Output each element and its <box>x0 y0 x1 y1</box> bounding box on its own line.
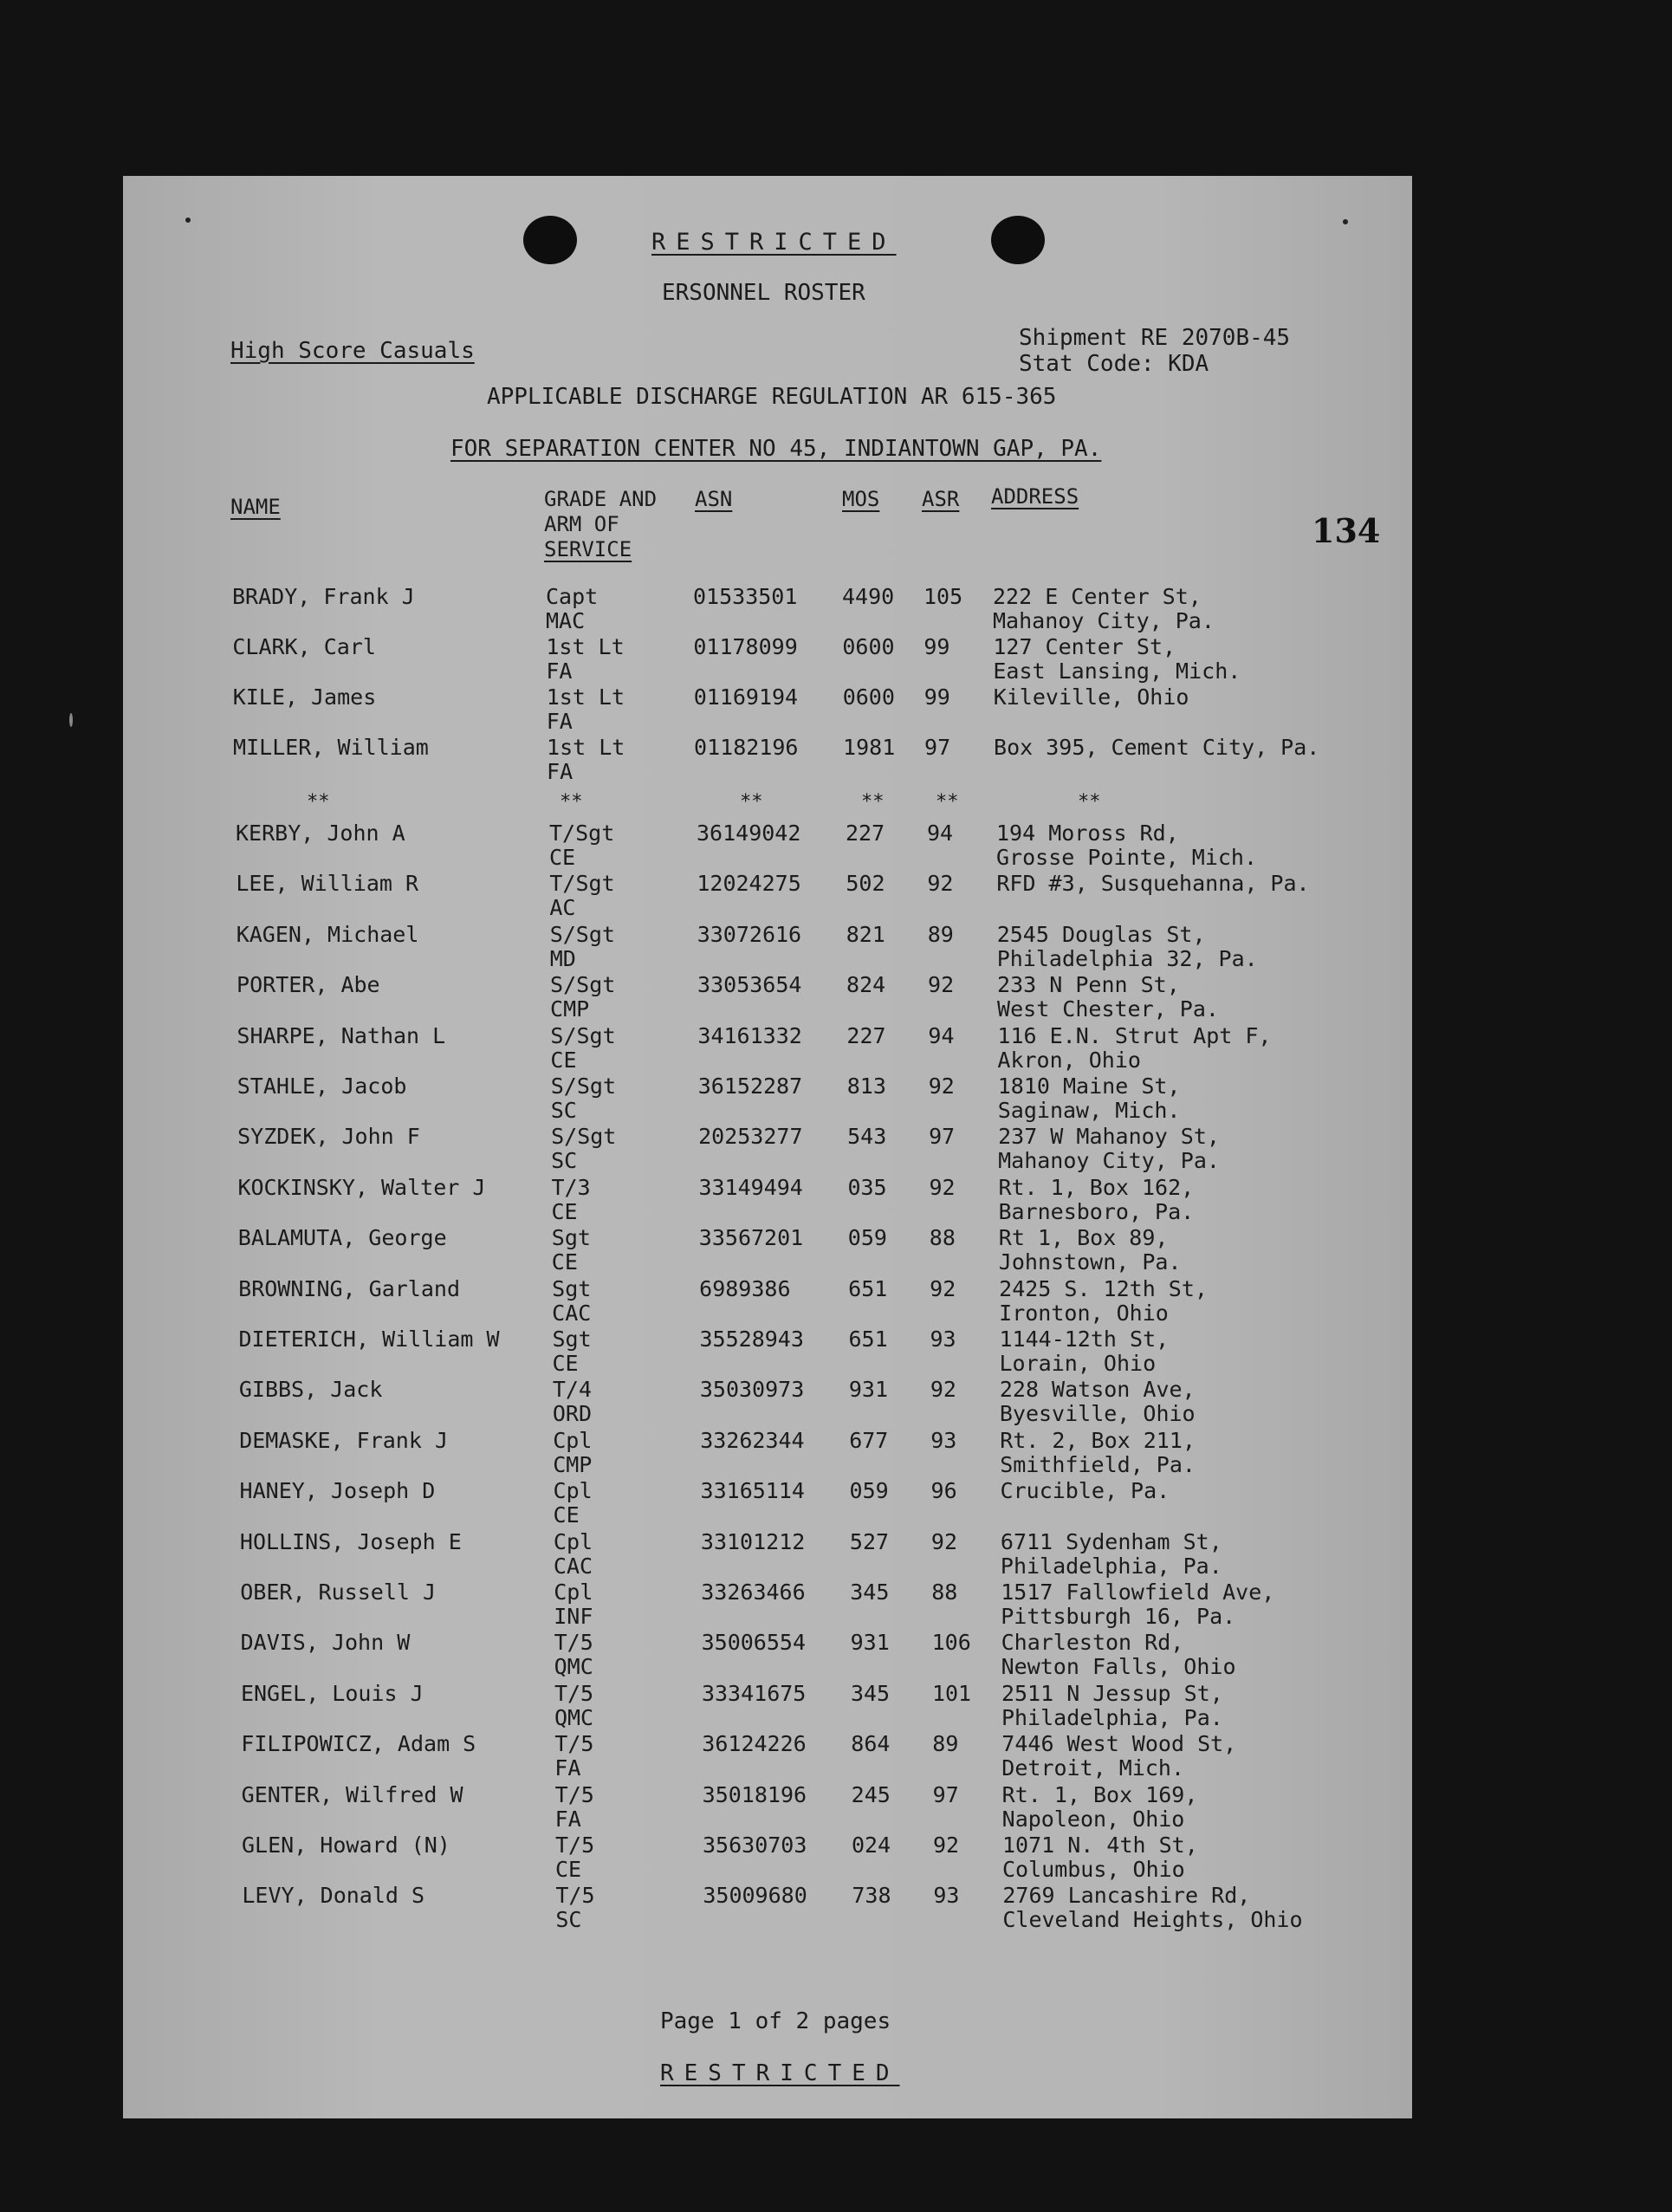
asr-cell: 105 <box>923 584 963 609</box>
mos-cell: 738 <box>852 1883 891 1909</box>
arm-cell: SC <box>551 1148 578 1174</box>
address-line1-cell: 1071 N. 4th St, <box>1002 1833 1198 1858</box>
asn-cell: 36149042 <box>697 821 801 846</box>
grade-cell: S/Sgt <box>550 1022 616 1048</box>
grade-cell: 1st Lt <box>546 684 625 710</box>
name-cell: FILIPOWICZ, Adam S <box>241 1731 476 1757</box>
asn-cell: 33262344 <box>700 1427 805 1453</box>
asr-cell: 94 <box>927 821 954 846</box>
page-footer: Page 1 of 2 pages <box>660 2008 891 2034</box>
address-line1-cell: Rt. 1, Box 169, <box>1001 1781 1198 1807</box>
asr-cell: 92 <box>930 1275 956 1301</box>
mos-cell: 245 <box>851 1781 891 1807</box>
asn-cell: 33149494 <box>698 1174 803 1200</box>
grade-cell: Cpl <box>553 1427 593 1453</box>
roster-row <box>123 872 1412 922</box>
asr-cell: 99 <box>923 634 950 659</box>
asr-cell: 92 <box>928 1074 955 1099</box>
asr-cell: 99 <box>923 684 950 710</box>
address-line2-cell: Grosse Pointe, Mich. <box>996 845 1258 870</box>
arm-cell: QMC <box>554 1704 594 1730</box>
asr-cell: 88 <box>929 1225 956 1251</box>
name-cell: KOCKINSKY, Walter J <box>237 1174 486 1200</box>
grade-cell: T/5 <box>555 1833 595 1858</box>
arm-cell: CE <box>552 1351 579 1376</box>
asr-cell: 97 <box>929 1124 956 1150</box>
address-line1-cell: Rt. 2, Box 211, <box>1000 1427 1196 1453</box>
speck <box>69 713 73 727</box>
address-line1-cell: 2769 Lancashire Rd, <box>1002 1883 1251 1909</box>
roster-row <box>123 1479 1412 1529</box>
roster-row <box>123 923 1412 973</box>
name-cell: GIBBS, Jack <box>238 1377 383 1403</box>
address-line1-cell: Rt. 1, Box 162, <box>998 1174 1195 1200</box>
arm-cell: INF <box>554 1604 593 1629</box>
speck <box>185 217 191 223</box>
group-label: High Score Casuals <box>230 338 475 364</box>
arm-cell: SC <box>555 1907 582 1933</box>
address-line1-cell: 237 W Mahanoy St, <box>998 1124 1220 1150</box>
roster-row <box>123 585 1412 635</box>
document-page <box>123 176 1412 2118</box>
address-line1-cell: 194 Moross Rd, <box>996 821 1179 846</box>
asr-cell: 96 <box>930 1478 957 1504</box>
grade-cell: T/Sgt <box>549 821 615 846</box>
arm-cell: CE <box>550 1047 577 1073</box>
name-cell: OBER, Russell J <box>240 1580 437 1605</box>
address-line1-cell: 228 Watson Ave, <box>999 1377 1196 1403</box>
arm-cell: CAC <box>552 1300 592 1326</box>
asn-cell: 33263466 <box>701 1580 806 1605</box>
name-cell: STAHLE, Jacob <box>237 1074 407 1099</box>
address-line1-cell: 6711 Sydenham St, <box>1000 1528 1222 1554</box>
asr-cell: 89 <box>927 921 954 947</box>
arm-cell: FA <box>547 759 574 784</box>
address-line1-cell: Rt 1, Box 89, <box>998 1225 1169 1251</box>
grade-cell: Cpl <box>553 1478 593 1504</box>
name-cell: KERBY, John A <box>236 821 405 846</box>
grade-cell: Sgt <box>551 1225 591 1251</box>
asn-cell: 33165114 <box>700 1478 805 1504</box>
roster-row <box>123 1226 1412 1276</box>
asr-cell: 93 <box>930 1427 957 1453</box>
roster-row <box>123 736 1412 786</box>
address-line2-cell: Byesville, Ohio <box>999 1401 1196 1427</box>
roster-row <box>123 1277 1412 1327</box>
separator-name: ** <box>307 791 330 813</box>
roster-row <box>123 1125 1412 1175</box>
asn-cell: 35630703 <box>703 1833 807 1858</box>
asr-cell: 92 <box>933 1833 960 1858</box>
asr-cell: 97 <box>924 735 951 760</box>
punch-hole-left <box>523 216 577 264</box>
address-line2-cell: Cleveland Heights, Ohio <box>1002 1907 1303 1933</box>
mos-cell: 931 <box>850 1630 890 1656</box>
separator-asr: ** <box>936 791 959 813</box>
shipment-label: Shipment RE 2070B-45 <box>1019 325 1291 351</box>
roster-row <box>123 973 1412 1023</box>
arm-cell: AC <box>549 895 576 921</box>
grade-cell: 1st Lt <box>547 735 625 760</box>
header-asn: ASN <box>695 487 733 511</box>
mos-cell: 677 <box>849 1427 889 1453</box>
regulation-label: APPLICABLE DISCHARGE REGULATION AR 615-365 <box>487 384 1057 410</box>
asn-cell: 01178099 <box>693 634 798 659</box>
address-line2-cell: Barnesboro, Pa. <box>998 1198 1195 1224</box>
roster-row <box>123 1833 1412 1884</box>
address-line1-cell: 233 N Penn St, <box>997 972 1180 998</box>
name-cell: LEE, William R <box>236 871 419 897</box>
grade-cell: S/Sgt <box>550 972 616 998</box>
mos-cell: 651 <box>848 1327 888 1352</box>
name-cell: GLEN, Howard (N) <box>242 1833 450 1858</box>
roster-row <box>123 1631 1412 1681</box>
asn-cell: 12024275 <box>697 871 801 897</box>
name-cell: LEVY, Donald S <box>242 1883 425 1909</box>
name-cell: PORTER, Abe <box>237 972 380 998</box>
name-cell: HOLLINS, Joseph E <box>239 1528 462 1554</box>
address-line2-cell: West Chester, Pa. <box>997 996 1219 1022</box>
address-line1-cell: Charleston Rd, <box>1001 1630 1184 1656</box>
stamp-number: 134 <box>1312 511 1381 550</box>
address-line1-cell: 222 E Center St, <box>993 584 1202 609</box>
arm-cell: ORD <box>552 1401 592 1427</box>
asn-cell: 20253277 <box>698 1124 803 1150</box>
asr-cell: 93 <box>930 1327 956 1352</box>
name-cell: DEMASKE, Frank J <box>239 1427 449 1453</box>
header-mos: MOS <box>842 487 880 511</box>
arm-cell: CAC <box>553 1553 593 1579</box>
asn-cell: 35030973 <box>699 1377 805 1403</box>
name-cell: KILE, James <box>232 684 377 710</box>
address-line2-cell: Philadelphia, Pa. <box>1000 1553 1222 1579</box>
roster-row <box>123 1327 1412 1378</box>
grade-cell: Capt <box>546 584 599 609</box>
mos-cell: 059 <box>847 1225 887 1251</box>
asr-cell: 94 <box>928 1022 955 1048</box>
header-address: ADDRESS <box>991 484 1079 509</box>
name-cell: HANEY, Joseph D <box>239 1478 436 1504</box>
mos-cell: 527 <box>849 1528 890 1554</box>
header-grade-1: GRADE AND <box>544 487 658 511</box>
classification-bottom: RESTRICTED <box>660 2060 900 2086</box>
address-line1-cell: 7446 West Wood St, <box>1001 1731 1237 1757</box>
asn-cell: 36124226 <box>702 1731 807 1757</box>
mos-cell: 345 <box>850 1680 891 1706</box>
asr-cell: 101 <box>931 1680 972 1706</box>
name-cell: DIETERICH, William W <box>238 1327 500 1352</box>
asr-cell: 106 <box>931 1630 971 1656</box>
asr-cell: 92 <box>930 1377 956 1403</box>
roster-row <box>123 635 1412 685</box>
address-line2-cell: Philadelphia, Pa. <box>1001 1704 1223 1730</box>
grade-cell: T/5 <box>554 1731 594 1757</box>
separator-asn: ** <box>740 791 763 813</box>
grade-cell: T/4 <box>552 1377 592 1403</box>
separator-mos: ** <box>861 791 885 813</box>
center-label: FOR SEPARATION CENTER NO 45, INDIANTOWN GAP, PA. <box>450 436 1102 462</box>
asn-cell: 6989386 <box>699 1275 791 1301</box>
asn-cell: 01533501 <box>693 584 798 609</box>
roster-row <box>123 685 1412 736</box>
mos-cell: 059 <box>849 1478 889 1504</box>
arm-cell: SC <box>550 1098 577 1123</box>
roster-row <box>123 1732 1412 1782</box>
mos-cell: 0600 <box>842 634 895 659</box>
asr-cell: 92 <box>929 1174 956 1200</box>
asn-cell: 01182196 <box>694 735 799 760</box>
grade-cell: T/5 <box>554 1781 594 1807</box>
asr-cell: 92 <box>927 871 954 897</box>
mos-cell: 651 <box>848 1275 888 1301</box>
address-line1-cell: 2545 Douglas St, <box>996 921 1206 947</box>
mos-cell: 813 <box>846 1074 886 1099</box>
asr-cell: 93 <box>933 1883 960 1909</box>
mos-cell: 543 <box>847 1124 887 1150</box>
name-cell: KAGEN, Michael <box>236 921 419 947</box>
grade-cell: S/Sgt <box>549 921 615 947</box>
address-line2-cell: Philadelphia 32, Pa. <box>996 945 1258 971</box>
header-grade-3: SERVICE <box>544 537 632 561</box>
roster-row <box>123 1024 1412 1074</box>
address-line1-cell: 116 E.N. Strut Apt F, <box>997 1022 1272 1048</box>
roster-row <box>123 1378 1412 1428</box>
classification-top: RESTRICTED <box>651 229 897 256</box>
arm-cell: CMP <box>550 996 590 1022</box>
speck <box>1343 219 1348 224</box>
address-line1-cell: 127 Center St, <box>993 634 1176 659</box>
address-line1-cell: 2511 N Jessup St, <box>1001 1680 1223 1706</box>
mos-cell: 821 <box>846 921 885 947</box>
name-cell: CLARK, Carl <box>232 634 376 659</box>
arm-cell: FA <box>554 1755 581 1781</box>
grade-cell: T/5 <box>555 1883 595 1909</box>
mos-cell: 345 <box>850 1580 890 1605</box>
arm-cell: MAC <box>546 608 586 633</box>
grade-cell: T/Sgt <box>549 871 615 897</box>
asr-cell: 92 <box>930 1528 957 1554</box>
asn-cell: 36152287 <box>697 1074 803 1099</box>
address-line2-cell: Ironton, Ohio <box>999 1300 1169 1326</box>
arm-cell: FA <box>554 1806 581 1832</box>
address-line1-cell: 2425 S. 12th St, <box>999 1275 1208 1301</box>
separator-address: ** <box>1078 791 1101 813</box>
mos-cell: 0600 <box>842 684 895 710</box>
asn-cell: 33341675 <box>701 1680 807 1706</box>
address-line2-cell: Newton Falls, Ohio <box>1001 1654 1236 1680</box>
name-cell: ENGEL, Louis J <box>240 1680 424 1706</box>
mos-cell: 4490 <box>842 584 895 609</box>
document-title: ERSONNEL ROSTER <box>662 280 865 306</box>
arm-cell: FA <box>546 658 573 684</box>
address-line2-cell: Detroit, Mich. <box>1001 1755 1185 1781</box>
name-cell: DAVIS, John W <box>240 1630 411 1656</box>
roster-row <box>123 1429 1412 1479</box>
address-line1-cell: 1810 Maine St, <box>997 1074 1181 1099</box>
asr-cell: 92 <box>928 972 955 998</box>
grade-cell: Cpl <box>554 1580 593 1605</box>
grade-cell: Sgt <box>552 1327 592 1352</box>
mos-cell: 024 <box>852 1833 891 1858</box>
address-line2-cell: Saginaw, Mich. <box>997 1098 1181 1123</box>
roster-row <box>123 1074 1412 1125</box>
address-line2-cell: Mahanoy City, Pa. <box>998 1148 1220 1174</box>
mos-cell: 864 <box>851 1731 891 1757</box>
asr-cell: 89 <box>932 1731 959 1757</box>
roster-row <box>123 1884 1412 1934</box>
asn-cell: 33567201 <box>698 1225 804 1251</box>
roster-row <box>123 1176 1412 1226</box>
grade-cell: Cpl <box>553 1528 593 1554</box>
address-line2-cell: Pittsburgh 16, Pa. <box>1001 1604 1236 1629</box>
name-cell: BROWNING, Garland <box>238 1275 461 1301</box>
address-line2-cell: Napoleon, Ohio <box>1001 1806 1185 1832</box>
grade-cell: Sgt <box>552 1275 592 1301</box>
asr-cell: 97 <box>932 1781 959 1807</box>
asn-cell: 35006554 <box>701 1630 807 1656</box>
grade-cell: T/5 <box>554 1680 594 1706</box>
arm-cell: QMC <box>554 1654 593 1680</box>
arm-cell: MD <box>549 945 576 971</box>
address-line1-cell: Crucible, Pa. <box>1000 1478 1170 1504</box>
arm-cell: CMP <box>553 1451 593 1477</box>
name-cell: GENTER, Wilfred W <box>241 1781 463 1807</box>
address-line1-cell: 1144-12th St, <box>999 1327 1170 1352</box>
punch-hole-right <box>991 216 1045 264</box>
arm-cell: FA <box>546 709 573 734</box>
separator-grade: ** <box>560 791 583 813</box>
grade-cell: T/5 <box>554 1630 593 1656</box>
address-line1-cell: 1517 Fallowfield Ave, <box>1001 1580 1275 1605</box>
asn-cell: 33053654 <box>697 972 802 998</box>
asn-cell: 33072616 <box>697 921 802 947</box>
mos-cell: 227 <box>846 821 885 846</box>
mos-cell: 035 <box>847 1174 887 1200</box>
mos-cell: 824 <box>846 972 886 998</box>
asn-cell: 35018196 <box>702 1781 807 1807</box>
address-line2-cell: Mahanoy City, Pa. <box>993 608 1215 633</box>
header-grade-2: ARM OF <box>544 512 619 536</box>
address-line1-cell: RFD #3, Susquehanna, Pa. <box>996 871 1310 897</box>
roster-row <box>123 1783 1412 1833</box>
mos-cell: 1981 <box>843 735 896 760</box>
asn-cell: 34161332 <box>697 1022 802 1048</box>
grade-cell: S/Sgt <box>551 1124 617 1150</box>
mos-cell: 502 <box>846 871 885 897</box>
arm-cell: CE <box>551 1198 578 1224</box>
roster-row <box>123 1682 1412 1732</box>
name-cell: BRADY, Frank J <box>232 584 415 609</box>
address-line2-cell: East Lansing, Mich. <box>993 658 1241 684</box>
address-line2-cell: Smithfield, Pa. <box>1000 1451 1196 1477</box>
arm-cell: CE <box>551 1249 578 1275</box>
arm-cell: CE <box>555 1857 582 1882</box>
header-name: NAME <box>230 495 281 519</box>
address-line2-cell: Akron, Ohio <box>997 1047 1141 1073</box>
address-line2-cell: Johnstown, Pa. <box>998 1249 1182 1275</box>
mos-cell: 227 <box>846 1022 886 1048</box>
address-line1-cell: Box 395, Cement City, Pa. <box>994 735 1320 760</box>
stat-code-label: Stat Code: KDA <box>1019 351 1209 377</box>
name-cell: BALAMUTA, George <box>237 1225 447 1251</box>
address-line1-cell: Kileville, Ohio <box>993 684 1189 710</box>
header-asr: ASR <box>922 487 960 511</box>
grade-cell: S/Sgt <box>550 1074 617 1099</box>
mos-cell: 931 <box>848 1377 888 1403</box>
asr-cell: 88 <box>931 1580 958 1605</box>
address-line2-cell: Lorain, Ohio <box>999 1351 1157 1376</box>
grade-cell: T/3 <box>551 1174 591 1200</box>
address-line2-cell: Columbus, Ohio <box>1002 1857 1185 1882</box>
roster-row <box>123 1530 1412 1580</box>
asn-cell: 35009680 <box>703 1883 807 1909</box>
name-cell: SHARPE, Nathan L <box>237 1022 446 1048</box>
name-cell: SYZDEK, John F <box>237 1124 420 1150</box>
asn-cell: 35528943 <box>699 1327 804 1352</box>
asn-cell: 33101212 <box>700 1528 806 1554</box>
roster-row <box>123 821 1412 872</box>
grade-cell: 1st Lt <box>546 634 625 659</box>
asn-cell: 01169194 <box>693 684 799 710</box>
arm-cell: CE <box>549 845 576 870</box>
roster-row <box>123 1580 1412 1631</box>
arm-cell: CE <box>553 1502 580 1528</box>
name-cell: MILLER, William <box>233 735 429 760</box>
